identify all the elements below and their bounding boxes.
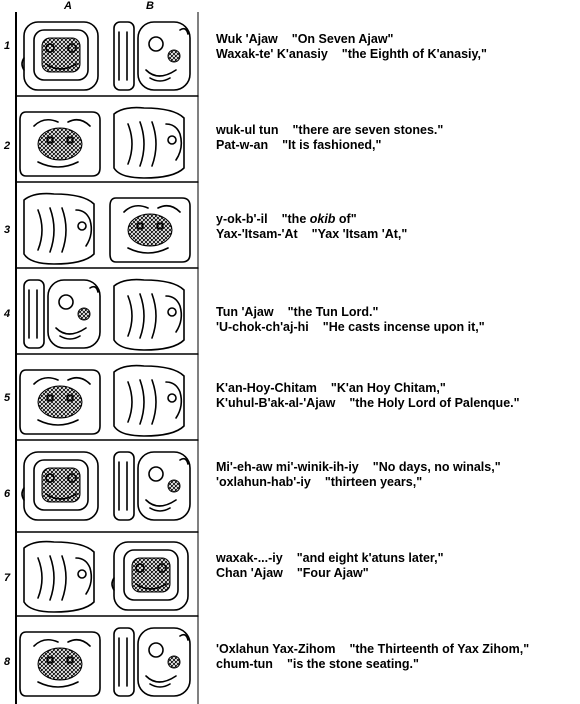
translation-row-2 (216, 123, 576, 153)
row-number-4: 4 (3, 308, 11, 320)
gloss-text: "the Tun Lord." (287, 305, 379, 319)
translation-row-5 (216, 381, 576, 411)
gloss-text: "He casts incense upon it," (322, 320, 485, 334)
gloss-text: "is the stone seating." (286, 657, 419, 671)
maya-text: y-ok-b'-il (216, 212, 268, 226)
row-number-2: 2 (3, 140, 11, 152)
gloss-text: "Yax 'Itsam 'At," (311, 227, 408, 241)
maya-text: Waxak-te' K'anasiy (216, 47, 328, 61)
maya-text: waxak-...-iy (216, 551, 283, 565)
maya-text: Mi'-eh-aw mi'-winik-ih-iy (216, 460, 359, 474)
maya-text: chum-tun (216, 657, 273, 671)
translation-row-8 (216, 642, 576, 672)
maya-text: 'U-chok-ch'aj-hi (216, 320, 309, 334)
translation-row-6 (216, 460, 576, 490)
maya-text: 'oxlahun-hab'-iy (216, 475, 311, 489)
glyph-drawing (14, 12, 200, 704)
maya-text: K'an-Hoy-Chitam (216, 381, 317, 395)
gloss-text: "the Thirteenth of Yax Zihom," (349, 642, 530, 656)
gloss-text: "It is fashioned," (282, 138, 382, 152)
column-header-b: B (146, 0, 154, 12)
gloss-text: "the Holy Lord of Palenque." (349, 396, 520, 410)
gloss-text: "there are seven stones." (292, 123, 444, 137)
gloss-text: "K'an Hoy Chitam," (330, 381, 446, 395)
row-number-8: 8 (3, 656, 11, 668)
gloss-text: of" (335, 212, 357, 226)
row-number-3: 3 (3, 224, 11, 236)
maya-text: wuk-ul tun (216, 123, 279, 137)
gloss-text: "thirteen years," (324, 475, 423, 489)
maya-text: Tun 'Ajaw (216, 305, 274, 319)
row-number-5: 5 (3, 392, 11, 404)
gloss-emphasis: okib (309, 212, 336, 226)
translation-row-4 (216, 305, 576, 335)
gloss-text: "On Seven Ajaw" (291, 32, 394, 46)
gloss-text: "the Eighth of K'anasiy," (341, 47, 487, 61)
gloss-text: "Four Ajaw" (296, 566, 369, 580)
row-number-1: 1 (3, 40, 11, 52)
gloss-text: "No days, no winals," (372, 460, 501, 474)
gloss-text: "and eight k'atuns later," (296, 551, 444, 565)
maya-text: Wuk 'Ajaw (216, 32, 278, 46)
maya-text: K'uhul-B'ak-al-'Ajaw (216, 396, 336, 410)
translation-row-1 (216, 32, 576, 62)
column-header-a: A (64, 0, 72, 12)
maya-text: Pat-w-an (216, 138, 269, 152)
maya-text: Chan 'Ajaw (216, 566, 283, 580)
maya-text: 'Oxlahun Yax-Zihom (216, 642, 336, 656)
maya-text: Yax-'Itsam-'At (216, 227, 298, 241)
translation-row-3 (216, 212, 576, 242)
gloss-text: "the (281, 212, 310, 226)
row-number-7: 7 (3, 572, 11, 584)
row-number-6: 6 (3, 488, 11, 500)
translation-row-7 (216, 551, 576, 581)
